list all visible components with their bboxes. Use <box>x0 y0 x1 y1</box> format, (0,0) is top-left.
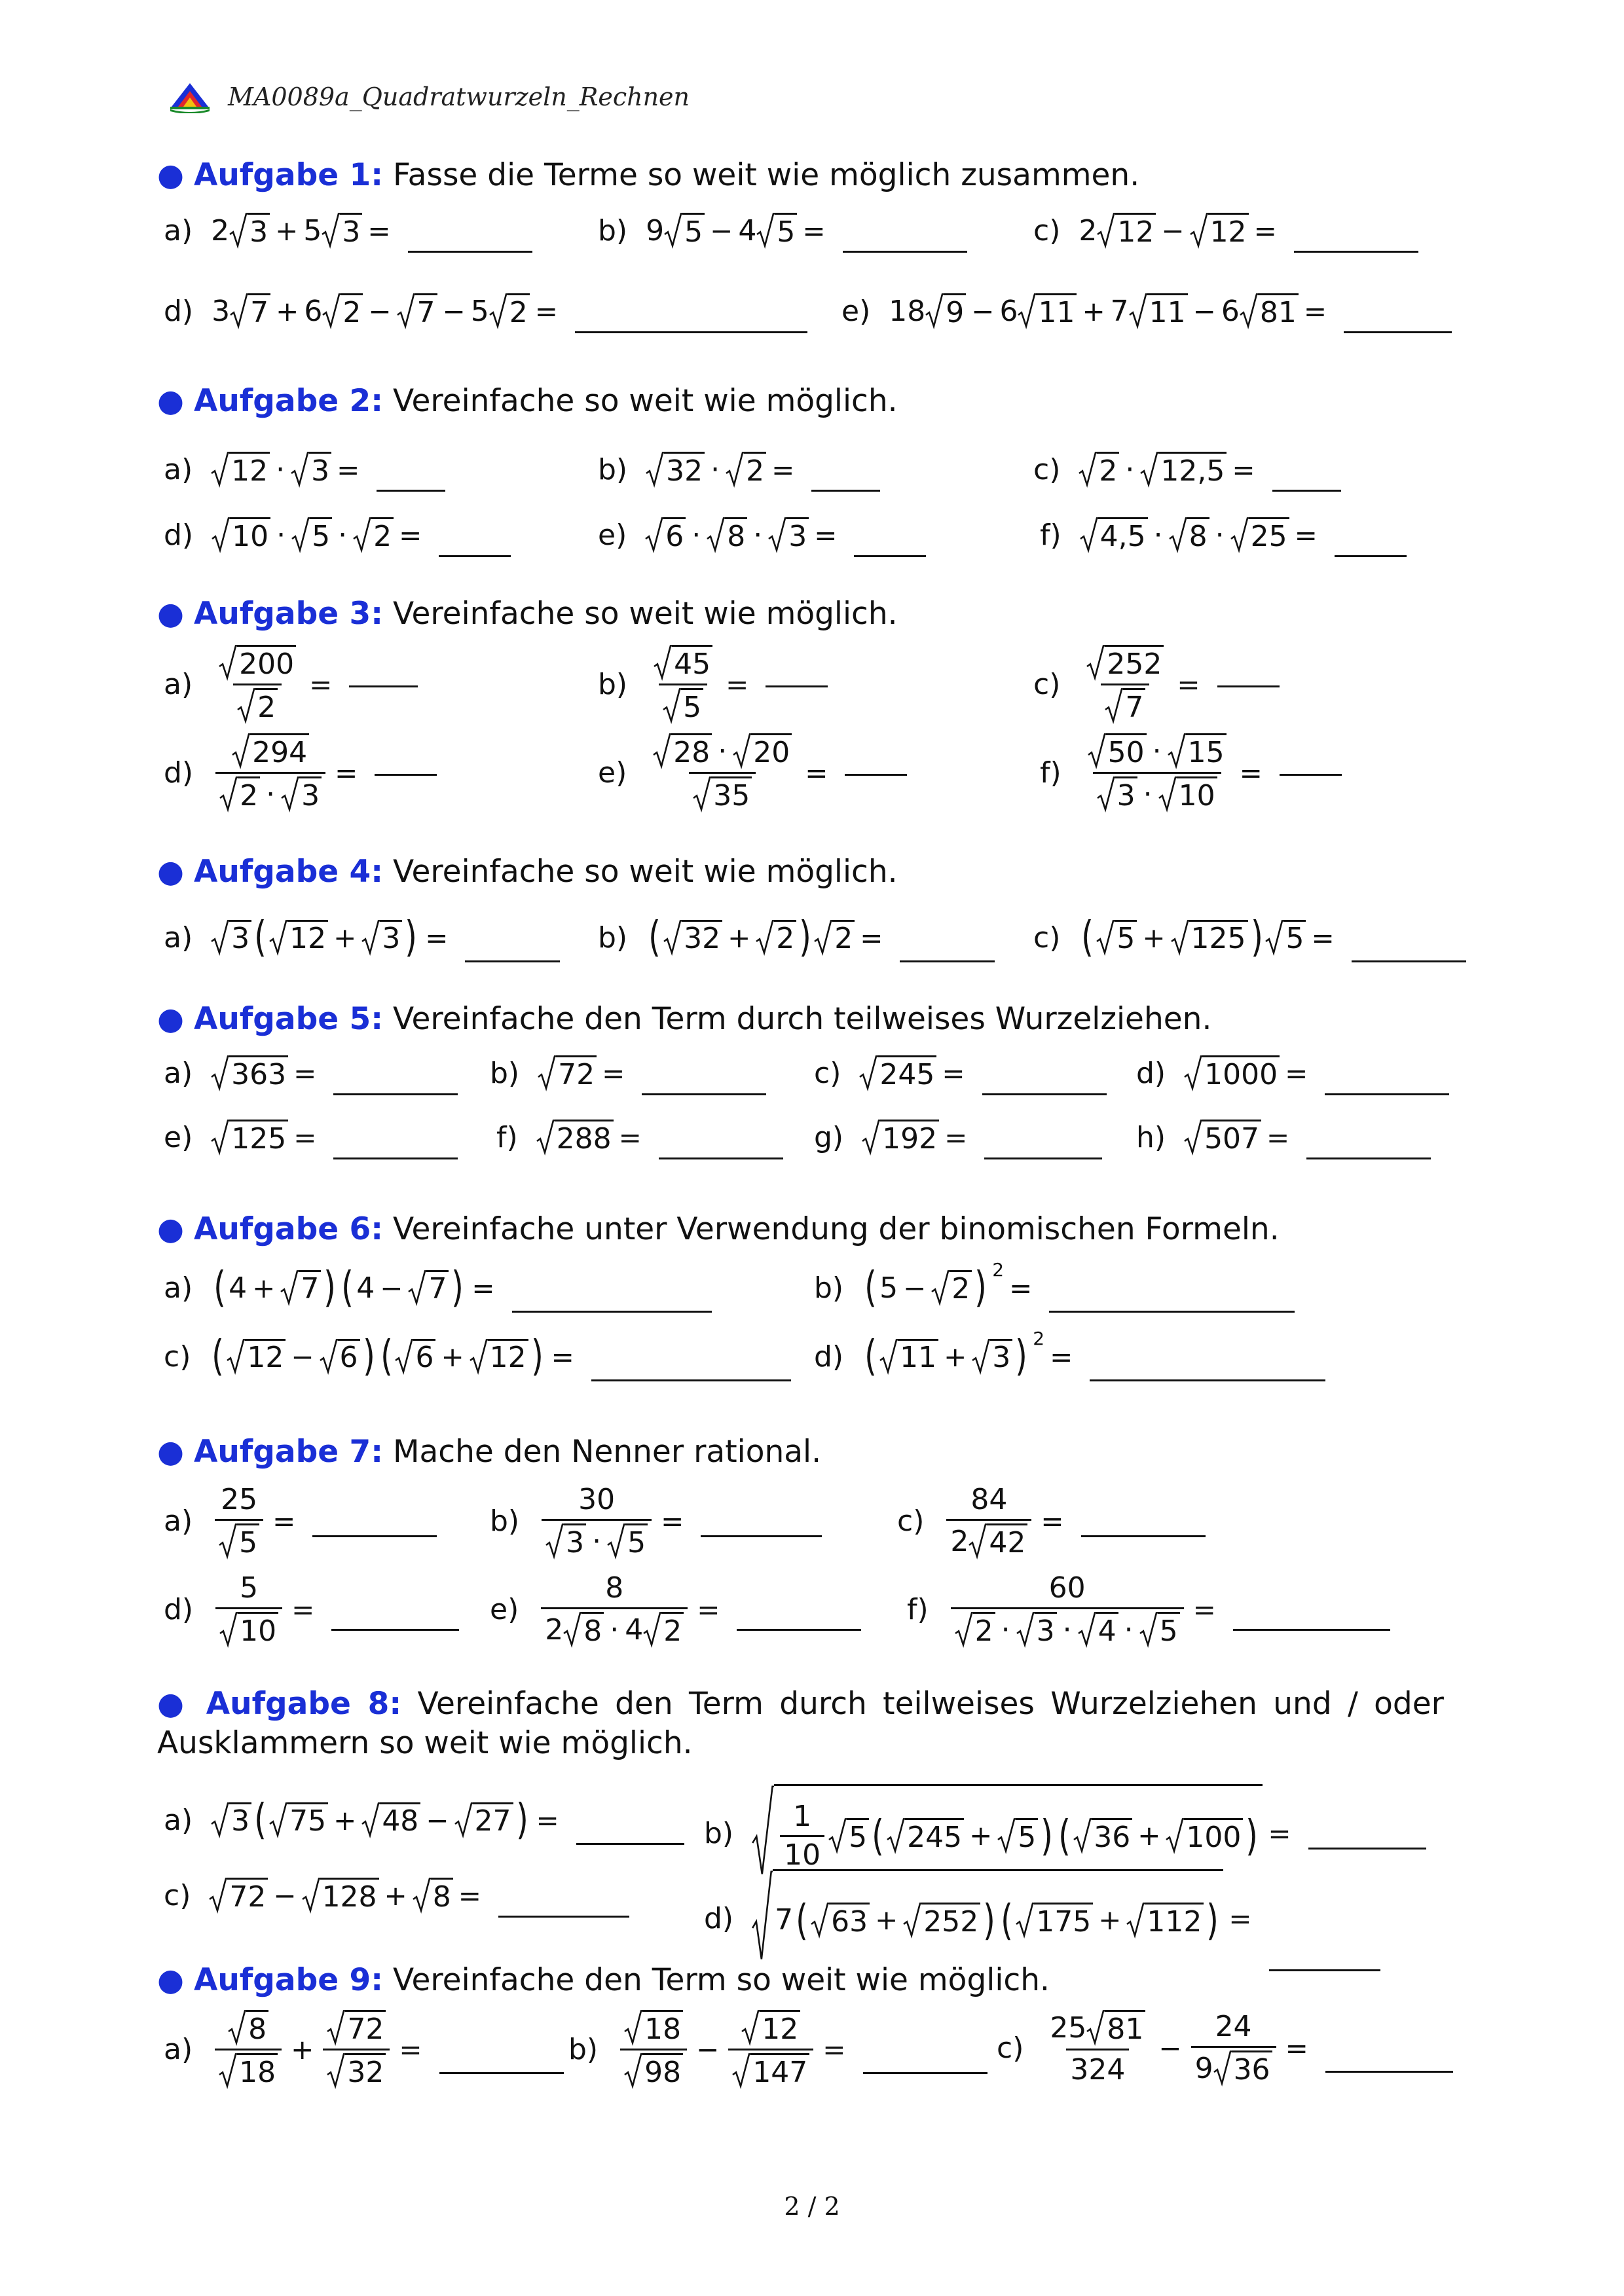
answer-blank[interactable] <box>1335 555 1407 557</box>
exercise-letter: a) <box>164 453 193 486</box>
math-expression: $\frac{5}{10}$ = <box>212 1571 459 1648</box>
task-instruction: Vereinfache unter Verwendung der binomischen Formeln. <box>383 1211 1280 1247</box>
exercise-5f <box>496 1120 783 1156</box>
exercise-letter: c) <box>1033 453 1061 486</box>
math-expression: 192 = <box>862 1120 1102 1156</box>
exercise-5g <box>814 1120 1102 1156</box>
exercise-5e <box>164 1120 458 1156</box>
task-instruction: Vereinfache so weit wie möglich. <box>383 383 898 419</box>
exercise-9a <box>164 2010 564 2089</box>
bullet: ● <box>157 1001 185 1037</box>
task-heading-5 <box>157 1000 1211 1039</box>
answer-blank[interactable] <box>349 685 418 687</box>
fraction: 28 · 20 35 <box>649 733 796 812</box>
math-expression: 50 · 15 3 · 10 = <box>1080 733 1342 812</box>
exercise-8b <box>704 1784 1426 1882</box>
bullet: ● <box>157 854 185 890</box>
exercise-5b <box>490 1055 766 1091</box>
exercise-8a <box>164 1796 684 1844</box>
exercise-letter: c) <box>997 2032 1024 2065</box>
exercise-letter: a) <box>164 1271 193 1305</box>
exercise-letter: a) <box>164 214 193 247</box>
exercise-letter: c) <box>1033 920 1061 955</box>
answer-blank[interactable] <box>1306 1157 1431 1159</box>
fraction: 50 · 15 3 · 10 <box>1084 733 1230 812</box>
answer-blank[interactable] <box>498 1916 629 1918</box>
answer-blank[interactable] <box>1280 774 1342 776</box>
exercise-1c <box>1033 213 1418 249</box>
task-label: Aufgabe 9: <box>193 1962 383 1998</box>
math-expression: 245 = <box>859 1055 1106 1091</box>
task-heading-2 <box>157 382 898 421</box>
answer-blank[interactable] <box>984 1157 1102 1159</box>
task-heading-8 <box>157 1685 1444 1763</box>
math-expression: 2 3 + 5 3 = <box>211 213 532 249</box>
math-expression: ( 4 + 7 ) ( 4 − 7 ) = <box>211 1267 711 1309</box>
exercise-letter: d) <box>164 295 194 328</box>
answer-blank[interactable] <box>642 1093 766 1095</box>
exercise-5a <box>164 1055 458 1091</box>
math-expression: 72 = <box>538 1055 766 1091</box>
answer-blank[interactable] <box>1233 1629 1390 1631</box>
exercise-letter: c) <box>164 1339 191 1374</box>
answer-blank[interactable] <box>1269 1969 1380 1971</box>
task-instruction: Fasse die Terme so weit wie möglich zusammen. <box>383 157 1140 193</box>
exercise-7f <box>907 1571 1390 1648</box>
exercise-5c <box>814 1055 1107 1091</box>
fraction: $\frac{18}{98}$ <box>620 2010 687 2089</box>
math-expression: 72 − 128 + 8 = <box>209 1878 629 1914</box>
exercise-3c <box>1033 645 1280 724</box>
math-expression: ( 12 − 6 ) ( 6 + 12 ) = <box>209 1336 790 1377</box>
math-expression: 3 7 + 6 2 − 7 − 5 2 = <box>212 293 807 329</box>
task-instruction: Vereinfache so weit wie möglich. <box>383 854 898 890</box>
fraction: 24 9 36 <box>1191 2010 1276 2086</box>
exercise-letter: c) <box>814 1057 841 1090</box>
math-expression: 60 2 · 3 · 4 · 5 = <box>947 1571 1390 1648</box>
math-expression: $\frac{25}{5}$ = <box>211 1483 437 1559</box>
math-expression: 3 ( 75 + 48 − 27 ) = <box>211 1799 684 1841</box>
answer-blank[interactable] <box>377 490 445 492</box>
exercise-2b <box>598 452 880 488</box>
exercise-letter: a) <box>164 2033 193 2066</box>
exercise-letter: a) <box>164 920 193 955</box>
exercise-letter: b) <box>598 453 628 486</box>
math-expression: 2 · 12,5 = <box>1079 452 1340 488</box>
fraction: 294 2 · 3 <box>215 733 325 812</box>
exercise-letter: d) <box>814 1339 844 1374</box>
exercise-letter: a) <box>164 1803 193 1837</box>
math-expression: $\frac{18}{98}$ − $\frac{12}{147}$ = <box>616 2010 987 2089</box>
exercise-1d <box>164 293 807 329</box>
bullet: ● <box>157 383 185 419</box>
math-expression: $\frac{45}{5}$ = <box>646 645 828 724</box>
exercise-7d <box>164 1571 459 1648</box>
page-header <box>169 77 690 117</box>
task-heading-7 <box>157 1432 821 1472</box>
math-expression: 3 ( 12 + 3 ) = <box>211 917 560 958</box>
exercise-4b <box>598 913 995 962</box>
math-expression: 25 81 324 − 24 9 36 = <box>1042 2010 1452 2086</box>
answer-blank[interactable] <box>1352 960 1466 962</box>
exercise-3e <box>598 733 907 812</box>
answer-blank[interactable] <box>1081 1535 1206 1537</box>
answer-blank[interactable] <box>1344 331 1452 333</box>
exercise-letter: b) <box>598 668 628 701</box>
answer-blank[interactable] <box>766 685 828 687</box>
exercise-letter: c) <box>1033 668 1061 701</box>
exercise-letter: e) <box>598 519 627 552</box>
math-expression: 1000 = <box>1184 1055 1449 1091</box>
fraction: $\frac{12}{147}$ <box>728 2010 813 2089</box>
answer-blank[interactable] <box>843 251 967 253</box>
math-expression: ( 32 + 2 ) 2 = <box>646 917 995 958</box>
exercise-8c <box>164 1878 629 1914</box>
task-label: Aufgabe 4: <box>193 854 383 890</box>
exercise-letter: g) <box>814 1121 844 1154</box>
exercise-4c <box>1033 913 1466 962</box>
fraction: $\frac{72}{32}$ <box>323 2010 390 2089</box>
bullet: ● <box>157 157 185 193</box>
exercise-7a <box>164 1483 437 1559</box>
task-heading-4 <box>157 852 898 892</box>
exercise-5h <box>1136 1120 1431 1156</box>
exercise-6a <box>164 1264 712 1312</box>
answer-blank[interactable] <box>576 1843 684 1845</box>
math-expression: 84 2 42 = <box>942 1483 1205 1559</box>
exercise-2c <box>1033 452 1341 488</box>
answer-blank[interactable] <box>439 2072 564 2074</box>
bullet: ● <box>157 1962 185 1998</box>
math-expression: 32 · 2 = <box>646 452 880 488</box>
exercise-letter: a) <box>164 668 193 701</box>
task-instruction: Vereinfache den Term durch teilweises Wurzelziehen. <box>383 1001 1212 1037</box>
exercise-7e <box>490 1571 861 1648</box>
math-expression: $\frac{8}{18}$ + $\frac{72}{32}$ = <box>211 2010 563 2089</box>
exercise-letter: f) <box>1040 756 1061 790</box>
exercise-letter: a) <box>164 1504 193 1538</box>
math-expression: 12 · 3 = <box>211 452 445 488</box>
task-label: Aufgabe 5: <box>193 1001 383 1037</box>
exercise-3f <box>1040 733 1342 812</box>
math-expression: 2 12 − 12 = <box>1079 213 1418 249</box>
math-expression: 294 2 · 3 = <box>212 733 437 812</box>
answer-blank[interactable] <box>811 490 880 492</box>
answer-blank[interactable] <box>333 1157 458 1159</box>
exercise-4a <box>164 913 560 962</box>
exercise-9b <box>568 2010 987 2089</box>
answer-blank[interactable] <box>1217 685 1280 687</box>
answer-blank[interactable] <box>1272 490 1341 492</box>
exercise-letter: c) <box>897 1504 925 1538</box>
task-label: Aufgabe 1: <box>193 157 383 193</box>
math-expression: 28 · 20 35 = <box>645 733 907 812</box>
answer-blank[interactable] <box>982 1093 1107 1095</box>
exercise-letter: f) <box>907 1593 929 1626</box>
math-expression: 9 5 − 4 5 = <box>646 213 967 249</box>
math-expression: 10 · 5 · 2 = <box>212 517 511 553</box>
answer-blank[interactable] <box>854 555 926 557</box>
math-expression: ( 5 − 2 ) 2 = <box>862 1267 1295 1309</box>
exercise-letter: e) <box>841 295 871 328</box>
answer-blank[interactable] <box>659 1157 783 1159</box>
fraction: 60 2 · 3 · 4 · 5 <box>951 1571 1184 1648</box>
exercise-letter: e) <box>598 756 627 790</box>
task-label: Aufgabe 6: <box>193 1211 383 1247</box>
math-expression: $\frac{252}{7}$ = <box>1079 645 1279 724</box>
answer-blank[interactable] <box>408 251 532 253</box>
bullet: ● <box>157 596 185 632</box>
exercise-letter: d) <box>1136 1057 1166 1090</box>
exercise-3b <box>598 645 828 724</box>
answer-blank[interactable] <box>737 1629 861 1631</box>
exercise-8d <box>704 1869 1380 1967</box>
math-expression: 30 3 · 5 = <box>538 1483 822 1559</box>
math-expression: $\frac{1}{10}$ 5 ( 245 + 5 ) ( 36 + 100 ) = <box>752 1784 1426 1882</box>
task-instruction: Vereinfache den Term so weit wie möglich. <box>383 1962 1050 1998</box>
fraction: $\frac{1}{10}$ <box>780 1801 824 1872</box>
answer-blank[interactable] <box>1090 1379 1325 1381</box>
exercise-1a <box>164 213 532 249</box>
document-title: MA0089a_Quadratwurzeln_Rechnen <box>228 82 690 111</box>
task-instruction: Vereinfache den Term durch teilweises Wurzelziehen und / oder Ausklammern so weit wie möglich. <box>157 1686 1444 1761</box>
task-label: Aufgabe 2: <box>193 383 383 419</box>
exercise-2a <box>164 452 445 488</box>
exercise-letter: a) <box>164 1057 193 1090</box>
answer-blank[interactable] <box>333 1093 458 1095</box>
answer-blank[interactable] <box>863 2072 987 2074</box>
exercise-letter: b) <box>568 2033 599 2066</box>
task-label: Aufgabe 7: <box>193 1434 383 1470</box>
answer-blank[interactable] <box>1049 1311 1295 1313</box>
exercise-letter: f) <box>496 1121 518 1154</box>
exercise-letter: d) <box>164 756 194 790</box>
exercise-6c <box>164 1332 791 1381</box>
answer-blank[interactable] <box>701 1535 822 1537</box>
fraction: $\frac{8}{18}$ <box>215 2010 282 2089</box>
answer-blank[interactable] <box>375 774 437 776</box>
math-expression: ( 11 + 3 ) 2 = <box>862 1336 1325 1377</box>
bullet: ● <box>157 1686 191 1722</box>
exercise-2d <box>164 517 511 553</box>
math-expression: 18 9 − 6 11 + 7 11 − 6 81 = <box>889 293 1452 329</box>
fraction: $\frac{5}{10}$ <box>215 1571 282 1648</box>
task-instruction: Vereinfache so weit wie möglich. <box>383 596 898 632</box>
exercise-6d <box>814 1328 1325 1381</box>
answer-blank[interactable] <box>465 960 560 962</box>
math-expression: 4,5 · 8 · 25 = <box>1080 517 1407 553</box>
fraction: $\frac{45}{5}$ <box>650 645 716 724</box>
math-expression: 288 = <box>536 1120 783 1156</box>
answer-blank[interactable] <box>900 960 995 962</box>
math-expression: 7 ( 63 + 252 ) ( 175 + 112 ) = <box>752 1869 1380 1967</box>
task-heading-3 <box>157 594 898 634</box>
exercise-letter: e) <box>164 1121 193 1154</box>
answer-blank[interactable] <box>1308 1848 1426 1850</box>
exercise-letter: c) <box>164 1879 191 1912</box>
answer-blank[interactable] <box>512 1311 712 1313</box>
exercise-letter: b) <box>598 920 628 955</box>
exercise-letter: b) <box>490 1504 520 1538</box>
exercise-7c <box>897 1483 1206 1559</box>
exercise-3a <box>164 645 418 724</box>
exercise-letter: b) <box>704 1816 734 1850</box>
math-expression: 363 = <box>211 1055 458 1091</box>
task-label: Aufgabe 3: <box>193 596 383 632</box>
exercise-letter: h) <box>1136 1121 1166 1154</box>
task-heading-1 <box>157 156 1139 195</box>
exercise-1b <box>598 213 967 249</box>
exercise-letter: b) <box>490 1057 520 1090</box>
math-expression: 125 = <box>211 1120 458 1156</box>
exercise-letter: e) <box>490 1593 519 1626</box>
answer-blank[interactable] <box>331 1629 459 1631</box>
task-instruction: Mache den Nenner rational. <box>383 1434 822 1470</box>
exercise-5d <box>1136 1055 1449 1091</box>
answer-blank[interactable] <box>575 331 807 333</box>
exercise-letter: d) <box>164 1593 194 1626</box>
bullet: ● <box>157 1434 185 1470</box>
page-number: 2 / 2 <box>784 2192 840 2221</box>
math-expression: 8 2 8 · 4 2 = <box>537 1571 861 1648</box>
math-expression: $\frac{200}{2}$ = <box>211 645 418 724</box>
exercise-letter: f) <box>1040 519 1061 552</box>
task-heading-9 <box>157 1961 1050 2000</box>
mountain-book-logo-icon <box>169 81 211 113</box>
fraction: 30 3 · 5 <box>542 1483 652 1559</box>
answer-blank[interactable] <box>1325 2071 1453 2073</box>
exercise-letter: b) <box>814 1271 844 1305</box>
answer-blank[interactable] <box>591 1379 791 1381</box>
exercise-2e <box>598 517 926 553</box>
exercise-9c <box>997 2010 1453 2086</box>
math-expression: 507 = <box>1184 1120 1431 1156</box>
bullet: ● <box>157 1211 185 1247</box>
task-label: Aufgabe 8: <box>206 1686 402 1722</box>
fraction: 8 2 8 · 4 2 <box>541 1571 688 1648</box>
exercise-letter: d) <box>164 519 194 552</box>
exercise-6b <box>814 1259 1295 1312</box>
task-heading-6 <box>157 1210 1280 1249</box>
answer-blank[interactable] <box>1294 251 1418 253</box>
answer-blank[interactable] <box>845 774 907 776</box>
fraction: $\frac{252}{7}$ <box>1082 645 1168 724</box>
answer-blank[interactable] <box>1325 1093 1449 1095</box>
fraction: 25 81 324 <box>1046 2010 1149 2086</box>
math-expression: 6 · 8 · 3 = <box>645 517 926 553</box>
answer-blank[interactable] <box>439 555 511 557</box>
fraction: $\frac{200}{2}$ <box>215 645 300 724</box>
exercise-letter: b) <box>598 214 628 247</box>
fraction: 84 2 42 <box>946 1483 1031 1559</box>
answer-blank[interactable] <box>312 1535 437 1537</box>
exercise-letter: c) <box>1033 214 1061 247</box>
exercise-2f <box>1040 517 1407 553</box>
exercise-1e <box>841 293 1452 329</box>
exercise-3d <box>164 733 437 812</box>
math-expression: ( 5 + 125 ) 5 = <box>1079 917 1466 958</box>
exercise-7b <box>490 1483 822 1559</box>
exercise-letter: d) <box>704 1901 734 1935</box>
fraction: $\frac{25}{5}$ <box>215 1483 263 1559</box>
